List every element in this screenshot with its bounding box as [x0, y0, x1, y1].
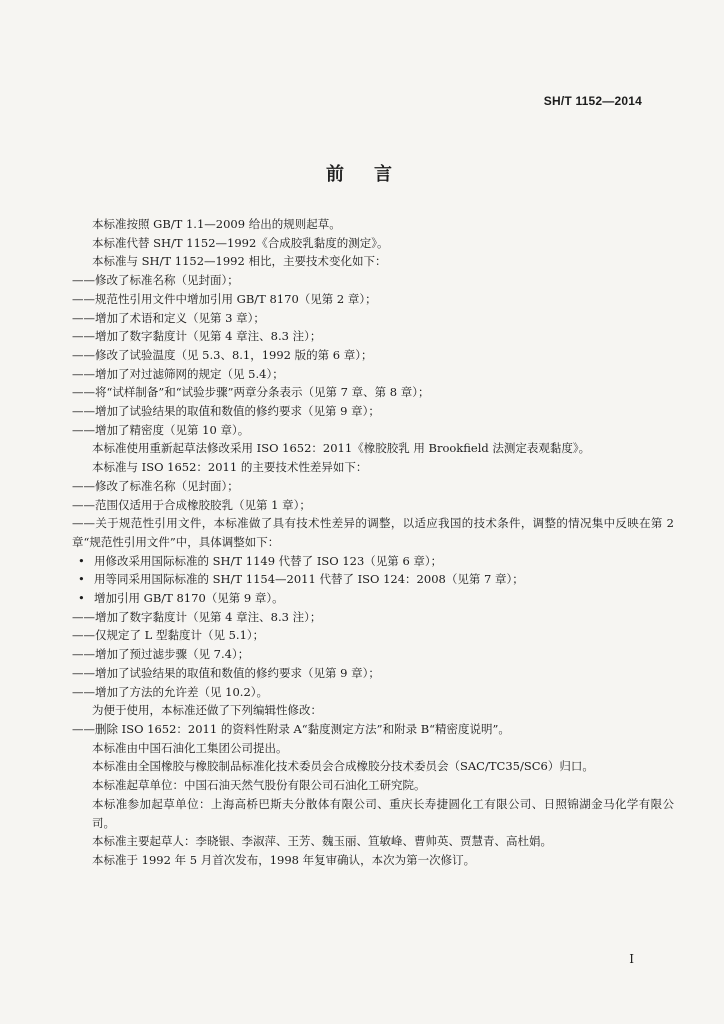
bullet-text: 用等同采用国际标准的 SH/T 1154—2011 代替了 ISO 124：2008（见第 7 章）；	[94, 572, 524, 587]
page-title: 前 言	[326, 164, 398, 185]
change-item: ——增加了精密度（见第 10 章）。	[72, 422, 250, 437]
change-item: ——增加了数字黏度计（见第 4 章注、8.3 注）；	[72, 329, 322, 344]
paragraph: 本标准起草单位：中国石油天然气股份有限公司石油化工研究院。	[92, 778, 426, 793]
editorial-item: ——删除 ISO 1652：2011 的资料性附录 A“黏度测定方法”和附录 B“精密度说明”。	[72, 721, 510, 736]
bullet-item	[72, 552, 654, 571]
difference-item: ——范围仅适用于合成橡胶胶乳（见第 1 章）；	[72, 497, 311, 512]
bullet-text: 增加引用 GB/T 8170（见第 9 章）。	[94, 591, 284, 606]
difference-item: ——增加了数字黏度计（见第 4 章注、8.3 注）；	[72, 609, 322, 624]
difference-item: ——修改了标准名称（见封面）；	[72, 478, 239, 493]
bullet-icon: •	[78, 591, 85, 606]
difference-item: ——增加了方法的允许差（见 10.2）。	[72, 684, 269, 699]
standard-code: SH/T 1152—2014	[543, 94, 642, 108]
difference-item: ——增加了试验结果的取值和数值的修约要求（见第 9 章）；	[72, 665, 380, 680]
bullet-icon: •	[78, 572, 85, 587]
paragraph: 本标准于 1992 年 5 月首次发布，1998 年复审确认，本次为第一次修订。	[92, 852, 476, 867]
change-item: ——规范性引用文件中增加引用 GB/T 8170（见第 2 章）；	[72, 291, 377, 306]
paragraph: 本标准由全国橡胶与橡胶制品标准化技术委员会合成橡胶分技术委员会（SAC/TC35/SC6）归口。	[92, 759, 594, 774]
foreword-body	[72, 215, 674, 870]
paragraph: 本标准主要起草人：李晓银、李淑萍、王芳、魏玉丽、笪敏峰、曹帅英、贾慧青、高杜娟。	[92, 834, 552, 849]
paragraph-wrapped: 本标准参加起草单位：上海高桥巴斯夫分散体有限公司、重庆长寿捷圆化工有限公司、日照锦湖金马化学有限公司。	[92, 796, 674, 830]
bullet-item	[72, 589, 654, 608]
paragraph: 本标准与 ISO 1652：2011 的主要技术性差异如下：	[92, 460, 368, 475]
difference-item: ——增加了预过滤步骤（见 7.4）；	[72, 647, 250, 662]
paragraph: 本标准由中国石油化工集团公司提出。	[92, 740, 288, 755]
change-item: ——增加了对过滤筛网的规定（见 5.4）；	[72, 366, 284, 381]
paragraph: 本标准使用重新起草法修改采用 ISO 1652：2011《橡胶胶乳 用 Brookfield 法测定表观黏度》。	[92, 441, 591, 456]
change-item: ——将“试样制备”和“试验步骤”两章分条表示（见第 7 章、第 8 章）；	[72, 385, 430, 400]
paragraph: 本标准与 SH/T 1152—1992 相比，主要技术变化如下：	[92, 254, 387, 269]
change-item: ——修改了试验温度（见 5.3、8.1，1992 版的第 6 章）；	[72, 347, 373, 362]
page-number: I	[629, 952, 634, 966]
paragraph: 本标准代替 SH/T 1152—1992《合成胶乳黏度的测定》。	[92, 235, 389, 250]
bullet-icon: •	[78, 553, 85, 568]
difference-item: ——仅规定了 L 型黏度计（见 5.1）；	[72, 628, 265, 643]
paragraph: 本标准按照 GB/T 1.1—2009 给出的规则起草。	[92, 217, 341, 231]
paragraph: 为便于使用，本标准还做了下列编辑性修改：	[92, 703, 322, 718]
bullet-item	[72, 570, 654, 589]
change-item: ——增加了试验结果的取值和数值的修约要求（见第 9 章）；	[72, 404, 380, 419]
bullet-text: 用修改采用国际标准的 SH/T 1149 代替了 ISO 123（见第 6 章）；	[94, 553, 443, 568]
change-item: ——修改了标准名称（见封面）；	[72, 273, 239, 288]
change-item: ——增加了术语和定义（见第 3 章）；	[72, 310, 265, 325]
difference-item-wrapped: ——关于规范性引用文件，本标准做了具有技术性差异的调整，以适应我国的技术条件，调整的情况集中反映在第 2 章“规范性引用文件”中，具体调整如下：	[72, 516, 674, 549]
